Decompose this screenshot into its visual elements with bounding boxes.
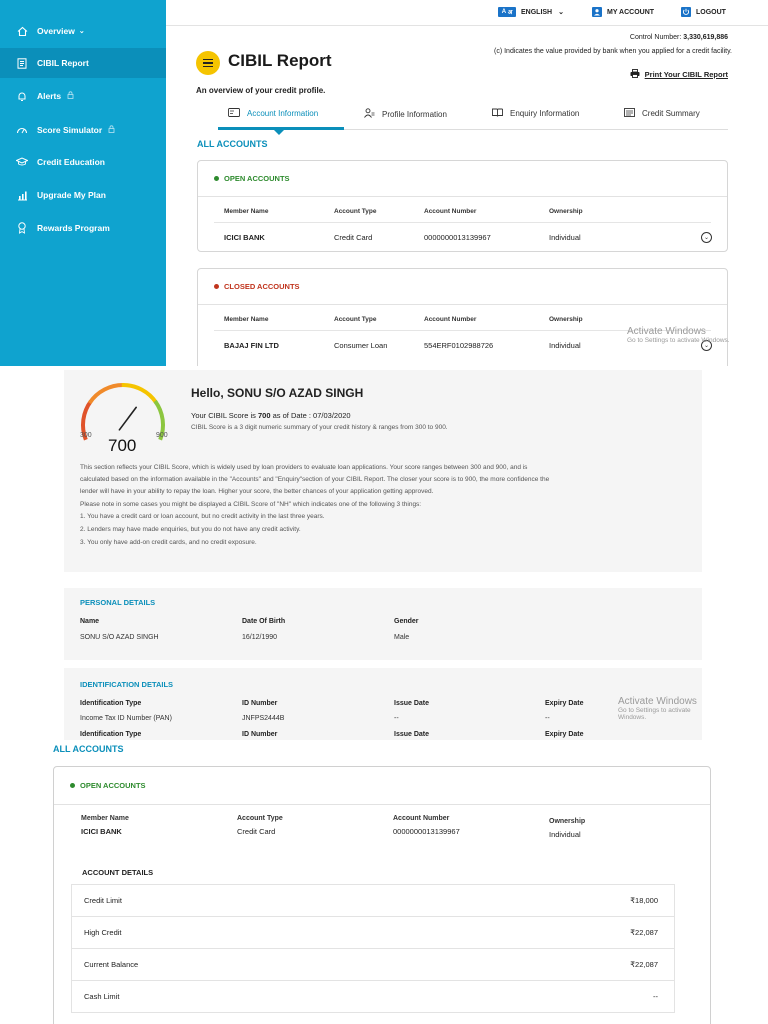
account-type: Credit Card bbox=[334, 233, 373, 242]
score-value: 700 bbox=[108, 436, 137, 455]
bar-chart-icon bbox=[16, 189, 28, 201]
gauge-min-label: 300 bbox=[80, 432, 92, 439]
identification-details-panel bbox=[64, 668, 702, 740]
bell-icon bbox=[16, 90, 28, 102]
sidebar-item-label: Upgrade My Plan bbox=[37, 190, 106, 200]
green-dot-icon bbox=[214, 176, 219, 181]
member-name: BAJAJ FIN LTD bbox=[224, 341, 279, 350]
column-header: Account Type bbox=[334, 316, 377, 323]
row-label: Current Balance bbox=[84, 960, 139, 969]
member-name: ICICI BANK bbox=[224, 233, 265, 242]
expand-row-icon[interactable]: ⌄ bbox=[701, 232, 712, 243]
activate-windows-watermark: Activate Windows Go to Settings to activate Windows. bbox=[627, 326, 730, 344]
closed-accounts-card bbox=[197, 268, 728, 366]
column-header: Expiry Date bbox=[545, 700, 584, 707]
score-explanation-line: 3. You only have add-on credit cards, and no credit exposure. bbox=[80, 539, 257, 546]
person-name: SONU S/O AZAD SINGH bbox=[80, 634, 159, 641]
column-header: Member Name bbox=[224, 208, 269, 215]
my-account-link[interactable]: MY ACCOUNT bbox=[592, 7, 654, 17]
score-description: CIBIL Score is a 3 digit numeric summary of your credit history & ranges from 300 to 900. bbox=[191, 424, 448, 431]
card-icon bbox=[228, 108, 240, 119]
column-header: ID Number bbox=[242, 731, 278, 738]
language-selector[interactable]: A अ ENGLISH ⌄ bbox=[498, 7, 564, 17]
column-header: Expiry Date bbox=[545, 731, 584, 738]
ownership: Individual bbox=[549, 233, 581, 242]
ownership: Individual bbox=[549, 341, 581, 350]
lock-icon bbox=[67, 91, 74, 101]
column-header: Issue Date bbox=[394, 731, 430, 738]
gender: Male bbox=[394, 634, 410, 641]
column-header: Member Name bbox=[224, 316, 269, 323]
account-details-section bbox=[0, 742, 768, 1024]
user-icon bbox=[592, 7, 602, 17]
id-type: Income Tax ID Number (PAN) bbox=[80, 715, 172, 722]
column-header: Identification Type bbox=[80, 731, 142, 738]
closed-accounts-header: CLOSED ACCOUNTS bbox=[198, 269, 727, 305]
chevron-down-icon: ⌄ bbox=[78, 28, 85, 35]
all-accounts-heading: ALL ACCOUNTS bbox=[53, 744, 124, 754]
personal-details-panel bbox=[64, 588, 702, 660]
section-title: IDENTIFICATION DETAILS bbox=[80, 680, 174, 689]
column-header: Account Type bbox=[237, 815, 283, 822]
chevron-down-icon: ⌄ bbox=[558, 9, 564, 16]
column-header: Identification Type bbox=[80, 700, 142, 707]
page-subtitle: An overview of your credit profile. bbox=[196, 86, 326, 95]
account-number: 0000000013139967 bbox=[424, 233, 491, 242]
bank-value-note: (c) Indicates the value provided by bank when you applied for a credit facility. bbox=[494, 48, 732, 55]
column-header: Ownership bbox=[549, 208, 583, 215]
table-row bbox=[72, 885, 674, 917]
score-gauge bbox=[78, 378, 178, 463]
tab-credit-summary[interactable]: Credit Summary bbox=[624, 108, 700, 119]
print-report-link[interactable]: Print Your CIBIL Report bbox=[630, 69, 728, 80]
open-accounts-header: OPEN ACCOUNTS bbox=[54, 767, 710, 805]
row-label: Cash Limit bbox=[84, 992, 120, 1001]
field-label: Gender bbox=[394, 618, 419, 625]
person-icon bbox=[364, 108, 375, 120]
row-value: ₹18,000 bbox=[630, 896, 658, 905]
column-header: Issue Date bbox=[394, 700, 430, 707]
score-explanation-line: Please note in some cases you might be displayed a CIBIL Score of "NH" which indicates one of the following 3 things: bbox=[80, 501, 422, 508]
all-accounts-heading: ALL ACCOUNTS bbox=[197, 139, 268, 149]
tab-profile-information[interactable]: Profile Information bbox=[364, 108, 447, 120]
sidebar-item-label: Score Simulator bbox=[37, 125, 103, 135]
top-bar bbox=[166, 0, 768, 26]
column-header: Account Number bbox=[424, 208, 477, 215]
column-header: Ownership bbox=[549, 316, 583, 323]
logout-link[interactable]: LOGOUT bbox=[681, 7, 726, 17]
score-explanation-line: 1. You have a credit card or loan account, but no credit activity in the last three years. bbox=[80, 513, 325, 520]
sidebar-item-cibil-report[interactable] bbox=[0, 48, 166, 78]
account-number: 554ERF0102988726 bbox=[424, 341, 494, 350]
table-row bbox=[72, 981, 674, 1013]
active-tab-caret bbox=[274, 130, 284, 135]
open-accounts-header: OPEN ACCOUNTS bbox=[198, 161, 727, 197]
page-title: CIBIL Report bbox=[228, 51, 332, 70]
sidebar-item-label: Rewards Program bbox=[37, 223, 110, 233]
sidebar-item-score-simulator[interactable] bbox=[0, 115, 166, 145]
sidebar-item-overview[interactable] bbox=[0, 16, 166, 46]
menu-list-icon bbox=[196, 51, 220, 75]
score-explanation-line: calculated based on the information available in the "Accounts" and "Enquiry"section of your CIBIL Report. The closer your score is to 900, the more confidence the bbox=[80, 476, 550, 483]
sidebar-item-label: Credit Education bbox=[37, 157, 106, 167]
book-icon bbox=[492, 108, 503, 119]
account-details-table bbox=[71, 884, 675, 1013]
ownership: Individual bbox=[549, 830, 581, 839]
sidebar-item-label: CIBIL Report bbox=[37, 58, 89, 68]
table-row bbox=[72, 917, 674, 949]
tab-account-information[interactable]: Account Information bbox=[228, 108, 318, 119]
score-and-profile-section bbox=[64, 370, 704, 740]
open-account-detail-card bbox=[53, 766, 711, 1024]
account-type: Credit Card bbox=[237, 827, 276, 836]
gauge-segment-fair bbox=[90, 385, 125, 403]
gauge-needle bbox=[119, 407, 136, 429]
account-details-title: ACCOUNT DETAILS bbox=[82, 868, 154, 877]
graduation-cap-icon bbox=[16, 156, 28, 168]
row-label: Credit Limit bbox=[84, 896, 122, 905]
row-value: ₹22,087 bbox=[630, 928, 658, 937]
red-dot-icon bbox=[214, 284, 219, 289]
row-label: High Credit bbox=[84, 928, 122, 937]
language-icon: A अ bbox=[498, 7, 516, 17]
list-icon bbox=[624, 108, 635, 119]
gauge-max-label: 900 bbox=[156, 432, 168, 439]
divider bbox=[214, 222, 711, 223]
score-date-line: Your CIBIL Score is 700 as of Date : 07/03/2020 bbox=[191, 411, 351, 420]
sidebar-item-alerts[interactable] bbox=[0, 81, 166, 111]
table-row bbox=[72, 949, 674, 981]
column-header: Ownership bbox=[549, 818, 586, 825]
score-explanation-line: 2. Lenders may have made enquiries, but you do not have any credit activity. bbox=[80, 526, 301, 533]
score-panel bbox=[64, 370, 702, 572]
sidebar-item-rewards[interactable] bbox=[0, 213, 166, 243]
account-type: Consumer Loan bbox=[334, 341, 388, 350]
field-label: Date Of Birth bbox=[242, 618, 286, 625]
issue-date: -- bbox=[394, 715, 399, 722]
home-icon bbox=[16, 25, 28, 37]
sidebar-item-credit-education[interactable] bbox=[0, 147, 166, 177]
greeting: Hello, SONU S/O AZAD SINGH bbox=[191, 386, 364, 400]
award-icon bbox=[16, 222, 28, 234]
member-name: ICICI BANK bbox=[81, 827, 122, 836]
gauge-icon bbox=[16, 124, 28, 136]
tab-enquiry-information[interactable]: Enquiry Information bbox=[492, 108, 579, 119]
column-header: ID Number bbox=[242, 700, 278, 707]
activate-windows-watermark: Activate Windows Go to Settings to activate Windows. bbox=[618, 696, 697, 722]
sidebar-item-label: Alerts bbox=[37, 91, 62, 101]
score-explanation-line: This section reflects your CIBIL Score, which is widely used by loan providers to evaluate loan applications. Your score ranges between 300 and 900, and is bbox=[80, 464, 528, 471]
report-icon bbox=[16, 57, 28, 69]
column-header: Member Name bbox=[81, 815, 129, 822]
cibil-report-page bbox=[0, 0, 768, 366]
lock-icon bbox=[108, 125, 115, 135]
section-title: PERSONAL DETAILS bbox=[80, 598, 156, 607]
account-number: 0000000013139967 bbox=[393, 827, 460, 836]
expand-row-icon[interactable]: ⌄ bbox=[701, 340, 712, 351]
sidebar bbox=[0, 0, 166, 366]
row-value: ₹22,087 bbox=[630, 960, 658, 969]
logout-icon bbox=[681, 7, 691, 17]
column-header: Account Type bbox=[334, 208, 377, 215]
open-accounts-card bbox=[197, 160, 728, 252]
sidebar-item-upgrade-plan[interactable] bbox=[0, 180, 166, 210]
id-number: JNFPS2444B bbox=[242, 715, 285, 722]
score-explanation-line: lender will have in your ability to repay the loan. Higher your score, the better chances of your application getting approved. bbox=[80, 488, 434, 495]
field-label: Name bbox=[80, 618, 100, 625]
printer-icon bbox=[630, 69, 640, 80]
green-dot-icon bbox=[70, 783, 75, 788]
row-value: -- bbox=[653, 992, 658, 1001]
column-header: Account Number bbox=[424, 316, 477, 323]
date-of-birth: 16/12/1990 bbox=[242, 634, 278, 641]
gauge-segment-good bbox=[122, 385, 157, 403]
expiry-date: -- bbox=[545, 715, 550, 722]
control-number: Control Number: 3,330,619,886 bbox=[629, 34, 728, 41]
report-tabs bbox=[218, 100, 728, 130]
sidebar-item-label: Overview bbox=[37, 26, 75, 36]
column-header: Account Number bbox=[393, 815, 450, 822]
